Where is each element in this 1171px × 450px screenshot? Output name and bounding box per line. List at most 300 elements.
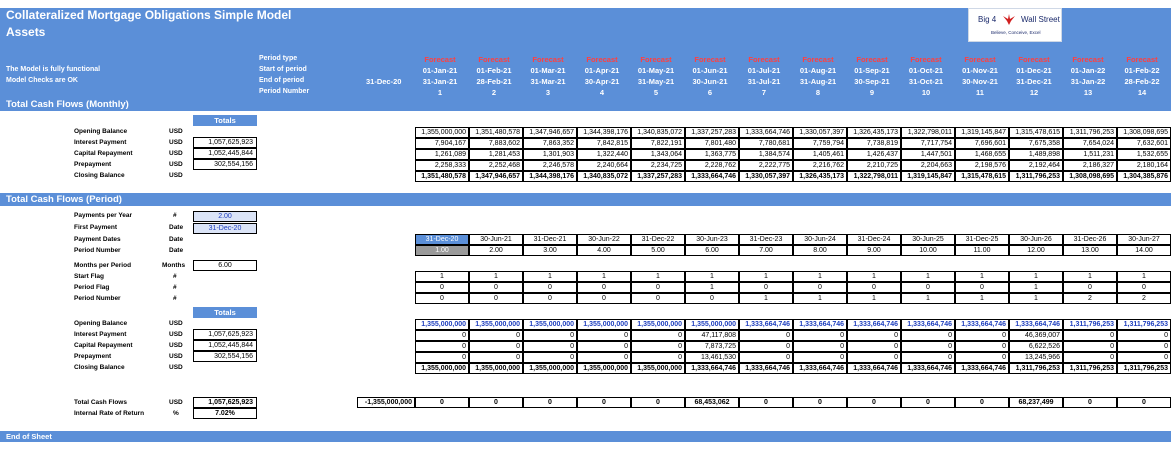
period-end-cell: 31-Jan-22 (1070, 77, 1106, 86)
period-end-cell: 28-Feb-21 (476, 77, 512, 86)
payment-date-cell: 30-Jun-24 (793, 234, 847, 245)
period-number2-cell: 1 (955, 293, 1009, 304)
end-of-sheet-bar: End of Sheet (0, 431, 1171, 442)
total-cash-flow-cell: 0 (523, 397, 577, 408)
period-start-cell: 01-Jun-21 (692, 66, 728, 75)
monthly-value-cell: 7,904,167 (415, 138, 469, 149)
section-monthly-title: Total Cash Flows (Monthly) (0, 98, 1171, 111)
period-number-cell: 5.00 (631, 245, 685, 256)
period-number2-cell: 1 (901, 293, 955, 304)
irr-unit: % (173, 410, 179, 417)
period-number-cell: 12.00 (1009, 245, 1063, 256)
total-cash-flow-cell: 0 (631, 397, 685, 408)
row-label-end: End of period (259, 77, 305, 84)
period-number-cell: 4.00 (577, 245, 631, 256)
model-status-functional: The Model is fully functional (6, 66, 101, 73)
total-cash-flows-initial: -1,355,000,000 (357, 397, 415, 408)
period-number-cell: 8.00 (793, 245, 847, 256)
period-end-cell: 31-Dec-21 (1016, 77, 1052, 86)
monthly-value-cell: 7,801,480 (685, 138, 739, 149)
period-value-cell: 47,117,808 (685, 330, 739, 341)
period-row-label: Opening Balance (74, 320, 128, 327)
monthly-row-label: Prepayment (74, 161, 112, 168)
period-row-unit: USD (169, 320, 183, 327)
period-end-cell: 30-Jun-21 (692, 77, 728, 86)
monthly-value-cell: 2,234,725 (631, 160, 685, 171)
total-cash-flow-cell: 68,453,062 (685, 397, 739, 408)
monthly-value-cell: 1,326,435,173 (793, 171, 847, 182)
period-type-cell: Forecast (586, 55, 618, 64)
period-flag-cell: 0 (1117, 282, 1171, 293)
monthly-value-cell: 1,333,664,746 (685, 171, 739, 182)
period-value-cell: 1,333,664,746 (847, 363, 901, 374)
period-value-cell: 1,311,796,253 (1117, 363, 1171, 374)
period-end-cell: 31-Jul-21 (747, 77, 781, 86)
monthly-value-cell: 1,340,835,072 (631, 127, 685, 138)
payments-per-year-label: Payments per Year (74, 212, 133, 219)
monthly-value-cell: 1,426,437 (847, 149, 901, 160)
payment-date-cell: 31-Dec-23 (739, 234, 793, 245)
first-payment-label: First Payment (74, 224, 117, 231)
payments-per-year-unit: # (173, 212, 177, 219)
monthly-row-total: 302,554,156 (193, 159, 257, 170)
period-value-cell: 1,355,000,000 (685, 319, 739, 330)
period-number-cell: 13 (1083, 88, 1093, 97)
period-row-label: Interest Payment (74, 331, 127, 338)
period-value-cell: 1,333,664,746 (739, 319, 793, 330)
monthly-value-cell: 2,210,725 (847, 160, 901, 171)
period-value-cell: 1,355,000,000 (415, 363, 469, 374)
period-value-cell: 0 (415, 330, 469, 341)
monthly-value-cell: 1,315,478,615 (1009, 127, 1063, 138)
period-value-cell: 1,311,796,253 (1063, 363, 1117, 374)
monthly-value-cell: 2,258,333 (415, 160, 469, 171)
monthly-value-cell: 1,489,898 (1009, 149, 1063, 160)
total-cash-flow-cell: 0 (739, 397, 793, 408)
period-number2-cell: 0 (523, 293, 577, 304)
total-cash-flow-cell: 0 (955, 397, 1009, 408)
period-type-cell: Forecast (694, 55, 726, 64)
period-number2-cell: 0 (415, 293, 469, 304)
period-value-cell: 13,461,530 (685, 352, 739, 363)
period-number2-label: Period Number (74, 295, 121, 302)
period-value-cell: 0 (955, 330, 1009, 341)
payment-date-cell: 30-Jun-25 (901, 234, 955, 245)
monthly-value-cell: 1,344,398,176 (523, 171, 577, 182)
start-flag-cell: 1 (901, 271, 955, 282)
period-number-cell: 7.00 (739, 245, 793, 256)
monthly-value-cell: 2,246,578 (523, 160, 577, 171)
monthly-value-cell: 1,343,064 (631, 149, 685, 160)
monthly-value-cell: 7,883,602 (469, 138, 523, 149)
monthly-value-cell: 1,322,798,011 (901, 127, 955, 138)
start-flag-label: Start Flag (74, 273, 104, 280)
period-value-cell: 0 (469, 330, 523, 341)
monthly-row-label: Opening Balance (74, 128, 128, 135)
period-flag-cell: 0 (631, 282, 685, 293)
period-start-cell: 01-Aug-21 (799, 66, 837, 75)
monthly-value-cell: 2,204,663 (901, 160, 955, 171)
period-row-total: 1,052,445,844 (193, 340, 257, 351)
start-flag-cell: 1 (955, 271, 1009, 282)
period-type-cell: Forecast (532, 55, 564, 64)
period-value-cell: 0 (901, 352, 955, 363)
period-value-cell: 0 (847, 341, 901, 352)
payment-date-cell: 31-Dec-20 (415, 234, 469, 245)
period-end-cell: 31-Jan-21 (422, 77, 458, 86)
period-number-cell: 6 (707, 88, 713, 97)
period-value-cell: 1,355,000,000 (523, 319, 577, 330)
period-number2-cell: 1 (1009, 293, 1063, 304)
monthly-value-cell: 2,228,762 (685, 160, 739, 171)
period-start-cell: 01-Feb-21 (476, 66, 512, 75)
period-value-cell: 13,245,966 (1009, 352, 1063, 363)
period-value-cell: 1,355,000,000 (523, 363, 577, 374)
monthly-value-cell: 1,347,946,657 (523, 127, 577, 138)
total-cash-flow-cell: 68,237,499 (1009, 397, 1063, 408)
monthly-value-cell: 1,347,946,657 (469, 171, 523, 182)
months-per-period-value[interactable]: 6.00 (193, 260, 257, 271)
monthly-value-cell: 1,315,478,615 (955, 171, 1009, 182)
period-end-cell: 31-May-21 (637, 77, 675, 86)
payment-date-cell: 31-Dec-25 (955, 234, 1009, 245)
period-flag-cell: 0 (901, 282, 955, 293)
period-value-cell: 1,333,664,746 (793, 363, 847, 374)
period-type-cell: Forecast (910, 55, 942, 64)
period-flag-cell: 0 (1063, 282, 1117, 293)
payment-dates-unit: Date (169, 236, 184, 243)
section-period-title: Total Cash Flows (Period) (0, 193, 1171, 206)
monthly-value-cell: 2,252,468 (469, 160, 523, 171)
period-value-cell: 0 (631, 352, 685, 363)
period-end-cell: 31-Mar-21 (530, 77, 566, 86)
period-number2-cell: 0 (577, 293, 631, 304)
monthly-value-cell: 1,405,461 (793, 149, 847, 160)
period-start-cell: 01-Oct-21 (908, 66, 944, 75)
monthly-value-cell: 7,675,358 (1009, 138, 1063, 149)
period-value-cell: 1,333,664,746 (901, 363, 955, 374)
payments-per-year-input[interactable]: 2.00 (193, 211, 257, 222)
monthly-value-cell: 1,351,480,578 (469, 127, 523, 138)
period-value-cell: 1,333,664,746 (793, 319, 847, 330)
payment-date-cell: 30-Jun-27 (1117, 234, 1171, 245)
monthly-value-cell: 1,337,257,283 (685, 127, 739, 138)
monthly-value-cell: 2,192,464 (1009, 160, 1063, 171)
start-flag-cell: 1 (415, 271, 469, 282)
logo-text-right: Wall Street (1021, 15, 1060, 24)
total-cash-flow-cell: 0 (793, 397, 847, 408)
period-number2-cell: 1 (739, 293, 793, 304)
monthly-row-label: Closing Balance (74, 172, 125, 179)
monthly-value-cell: 1,532,655 (1117, 149, 1171, 160)
period-number-cell: 7 (761, 88, 767, 97)
period-value-cell: 0 (739, 330, 793, 341)
period-row-unit: USD (169, 331, 183, 338)
period-type-cell: Forecast (1072, 55, 1104, 64)
period-value-cell: 0 (523, 330, 577, 341)
period-value-cell: 0 (577, 330, 631, 341)
monthly-value-cell: 1,330,057,397 (793, 127, 847, 138)
period-row-unit: USD (169, 342, 183, 349)
period-value-cell: 1,355,000,000 (415, 319, 469, 330)
period-end-cell: 30-Nov-21 (962, 77, 998, 86)
period-number2-cell: 2 (1117, 293, 1171, 304)
monthly-value-cell: 7,696,601 (955, 138, 1009, 149)
period-value-cell: 1,355,000,000 (577, 363, 631, 374)
period-value-cell: 0 (1117, 330, 1171, 341)
period-number-cell: 3 (545, 88, 551, 97)
period-number-cell: 13.00 (1063, 245, 1117, 256)
period-value-cell: 0 (1117, 341, 1171, 352)
period-number-cell: 11.00 (955, 245, 1009, 256)
monthly-value-cell: 1,281,453 (469, 149, 523, 160)
period-row-unit: USD (169, 353, 183, 360)
period-number-cell: 3.00 (523, 245, 577, 256)
period-type-cell: Forecast (748, 55, 780, 64)
period-value-cell: 0 (631, 341, 685, 352)
period-value-cell: 0 (415, 341, 469, 352)
period-value-cell: 0 (415, 352, 469, 363)
period-number-cell: 12 (1029, 88, 1039, 97)
monthly-value-cell: 2,240,664 (577, 160, 631, 171)
period-value-cell: 0 (793, 330, 847, 341)
period-type-cell: Forecast (1126, 55, 1158, 64)
monthly-value-cell: 7,632,601 (1117, 138, 1171, 149)
period-value-cell: 0 (523, 352, 577, 363)
model-title: Collateralized Mortgage Obligations Simple Model (0, 8, 357, 23)
period-type-cell: Forecast (1018, 55, 1050, 64)
months-per-period-label: Months per Period (74, 262, 132, 269)
period-flag-cell: 0 (469, 282, 523, 293)
period-value-cell: 0 (901, 330, 955, 341)
monthly-row-total: 1,057,625,923 (193, 137, 257, 148)
period-row-label: Closing Balance (74, 364, 125, 371)
monthly-value-cell: 1,326,435,173 (847, 127, 901, 138)
period-value-cell: 1,333,664,746 (739, 363, 793, 374)
monthly-value-cell: 2,222,775 (739, 160, 793, 171)
monthly-row-label: Interest Payment (74, 139, 127, 146)
monthly-value-cell: 1,319,145,847 (901, 171, 955, 182)
period-type-cell: Forecast (640, 55, 672, 64)
start-flag-cell: 1 (631, 271, 685, 282)
period-number2-cell: 1 (847, 293, 901, 304)
period-number-cell: 14.00 (1117, 245, 1171, 256)
period-flag-cell: 0 (523, 282, 577, 293)
start-flag-cell: 1 (469, 271, 523, 282)
period-start-cell: 01-Jan-22 (1070, 66, 1106, 75)
period-value-cell: 0 (523, 341, 577, 352)
monthly-value-cell: 7,780,681 (739, 138, 793, 149)
monthly-value-cell: 1,261,089 (415, 149, 469, 160)
row-label-start: Start of period (259, 66, 307, 73)
period-end-cell: 30-Apr-21 (584, 77, 620, 86)
period-number-cell: 9.00 (847, 245, 901, 256)
period-value-cell: 0 (793, 341, 847, 352)
period-value-cell: 0 (1063, 352, 1117, 363)
period-value-cell: 1,355,000,000 (577, 319, 631, 330)
logo-text-left: Big 4 (978, 15, 997, 24)
total-cash-flow-cell: 0 (847, 397, 901, 408)
monthly-value-cell: 1,330,057,397 (739, 171, 793, 182)
period-end-cell: 31-Aug-21 (799, 77, 837, 86)
monthly-value-cell: 1,355,000,000 (415, 127, 469, 138)
period-type-cell: Forecast (856, 55, 888, 64)
period-type-cell: Forecast (478, 55, 510, 64)
monthly-value-cell: 7,822,191 (631, 138, 685, 149)
monthly-value-cell: 1,384,574 (739, 149, 793, 160)
period-flag-cell: 0 (415, 282, 469, 293)
period-value-cell: 1,355,000,000 (631, 363, 685, 374)
period-row-unit: USD (169, 364, 183, 371)
total-cash-flow-cell: 0 (901, 397, 955, 408)
period-number-unit: Date (169, 247, 184, 254)
monthly-value-cell: 7,863,352 (523, 138, 577, 149)
period-end-cell: 30-Sep-21 (854, 77, 890, 86)
period-start-cell: 01-Sep-21 (854, 66, 890, 75)
period-value-cell: 1,355,000,000 (469, 319, 523, 330)
period-flag-cell: 0 (577, 282, 631, 293)
period-number-cell: 10.00 (901, 245, 955, 256)
monthly-value-cell: 2,216,762 (793, 160, 847, 171)
start-flag-cell: 1 (685, 271, 739, 282)
period-number2-cell: 2 (1063, 293, 1117, 304)
period-value-cell: 1,333,664,746 (1009, 319, 1063, 330)
period-flag-cell: 0 (739, 282, 793, 293)
payment-date-cell: 30-Jun-26 (1009, 234, 1063, 245)
total-cash-flow-cell: 0 (1063, 397, 1117, 408)
page-subtitle: Assets (0, 23, 1171, 41)
row-label-period-number: Period Number (259, 88, 310, 95)
payment-date-cell: 31-Dec-21 (523, 234, 577, 245)
period-value-cell: 1,333,664,746 (847, 319, 901, 330)
period-value-cell: 1,311,796,253 (1063, 319, 1117, 330)
payment-dates-label: Payment Dates (74, 236, 121, 243)
logo-tagline: Believe, Conceive, Excel (991, 30, 1041, 35)
period-value-cell: 0 (955, 341, 1009, 352)
monthly-row-label: Capital Repayment (74, 150, 133, 157)
monthly-value-cell: 1,308,098,695 (1063, 171, 1117, 182)
total-cash-flow-cell: 0 (1117, 397, 1171, 408)
period-start-cell: 01-Feb-22 (1124, 66, 1160, 75)
period-number-cell: 4 (599, 88, 605, 97)
period-value-cell: 0 (901, 341, 955, 352)
payment-date-cell: 31-Dec-26 (1063, 234, 1117, 245)
period-value-cell: 0 (739, 352, 793, 363)
monthly-value-cell: 7,654,024 (1063, 138, 1117, 149)
period-value-cell: 0 (577, 352, 631, 363)
monthly-row-unit: USD (169, 161, 183, 168)
monthly-value-cell: 1,351,480,578 (415, 171, 469, 182)
total-cash-flows-total: 1,057,625,923 (193, 397, 257, 408)
row-label-period-type: Period type (259, 55, 298, 62)
period-number-cell: 1.00 (415, 245, 469, 256)
start-flag-cell: 1 (577, 271, 631, 282)
monthly-value-cell: 1,319,145,847 (955, 127, 1009, 138)
period-number2-unit: # (173, 295, 177, 302)
monthly-value-cell: 1,468,655 (955, 149, 1009, 160)
first-payment-unit: Date (169, 224, 184, 231)
period-number-cell: 14 (1137, 88, 1147, 97)
payment-date-cell: 30-Jun-23 (685, 234, 739, 245)
monthly-value-cell: 7,842,815 (577, 138, 631, 149)
monthly-value-cell: 1,308,098,695 (1117, 127, 1171, 138)
model-status-checks: Model Checks are OK (6, 77, 78, 84)
period-start-cell: 01-Nov-21 (962, 66, 998, 75)
monthly-row-unit: USD (169, 139, 183, 146)
total-cash-flows-unit: USD (169, 399, 183, 406)
period-number-cell: 9 (869, 88, 875, 97)
start-flag-cell: 1 (1117, 271, 1171, 282)
period-value-cell: 6,622,526 (1009, 341, 1063, 352)
monthly-value-cell: 2,186,327 (1063, 160, 1117, 171)
period-end-cell: 31-Oct-21 (908, 77, 944, 86)
period-number-cell: 1 (437, 88, 443, 97)
period-flag-cell: 0 (847, 282, 901, 293)
period-value-cell: 0 (469, 341, 523, 352)
first-payment-input[interactable]: 31-Dec-20 (193, 223, 257, 234)
total-cash-flows-label: Total Cash Flows (74, 399, 127, 406)
period-row-label: Capital Repayment (74, 342, 133, 349)
payment-date-cell: 31-Dec-22 (631, 234, 685, 245)
irr-label: Internal Rate of Return (74, 410, 145, 417)
total-cash-flow-cell: 0 (469, 397, 523, 408)
monthly-value-cell: 1,311,796,253 (1009, 171, 1063, 182)
period-value-cell: 7,873,725 (685, 341, 739, 352)
period-value-cell: 0 (1063, 341, 1117, 352)
start-flag-cell: 1 (1009, 271, 1063, 282)
irr-value: 7.02% (193, 408, 257, 419)
period-number-cell: 8 (815, 88, 821, 97)
period-value-cell: 1,311,796,253 (1117, 319, 1171, 330)
period-value-cell: 1,311,796,253 (1009, 363, 1063, 374)
period-value-cell: 0 (955, 352, 1009, 363)
monthly-value-cell: 1,363,775 (685, 149, 739, 160)
period-value-cell: 0 (739, 341, 793, 352)
period-value-cell: 0 (631, 330, 685, 341)
period-row-total: 302,554,156 (193, 351, 257, 362)
payment-date-cell: 30-Jun-22 (577, 234, 631, 245)
period-value-cell: 0 (577, 341, 631, 352)
total-cash-flow-cell: 0 (415, 397, 469, 408)
months-per-period-unit: Months (162, 262, 186, 269)
period-value-cell: 46,369,007 (1009, 330, 1063, 341)
monthly-value-cell: 1,333,664,746 (739, 127, 793, 138)
monthly-totals-header: Totals (193, 115, 257, 126)
start-flag-unit: # (173, 273, 177, 280)
period-totals-header: Totals (193, 307, 257, 318)
monthly-row-total: 1,052,445,844 (193, 148, 257, 159)
monthly-value-cell: 1,447,501 (901, 149, 955, 160)
period-number-cell: 10 (921, 88, 931, 97)
period-value-cell: 1,333,664,746 (685, 363, 739, 374)
monthly-value-cell: 1,301,903 (523, 149, 577, 160)
period-number-cell: 2 (491, 88, 497, 97)
period-flag-cell: 1 (685, 282, 739, 293)
period-value-cell: 0 (847, 352, 901, 363)
monthly-value-cell: 2,198,576 (955, 160, 1009, 171)
period-start-cell: 01-Mar-21 (530, 66, 566, 75)
monthly-value-cell: 1,322,440 (577, 149, 631, 160)
monthly-row-unit: USD (169, 172, 183, 179)
period-number-cell: 6.00 (685, 245, 739, 256)
period-value-cell: 1,333,664,746 (955, 363, 1009, 374)
start-flag-cell: 1 (847, 271, 901, 282)
period-flag-cell: 0 (955, 282, 1009, 293)
monthly-value-cell: 1,322,798,011 (847, 171, 901, 182)
monthly-value-cell: 1,311,796,253 (1063, 127, 1117, 138)
period-start-cell: 01-Apr-21 (584, 66, 620, 75)
period-type-cell: Forecast (964, 55, 996, 64)
